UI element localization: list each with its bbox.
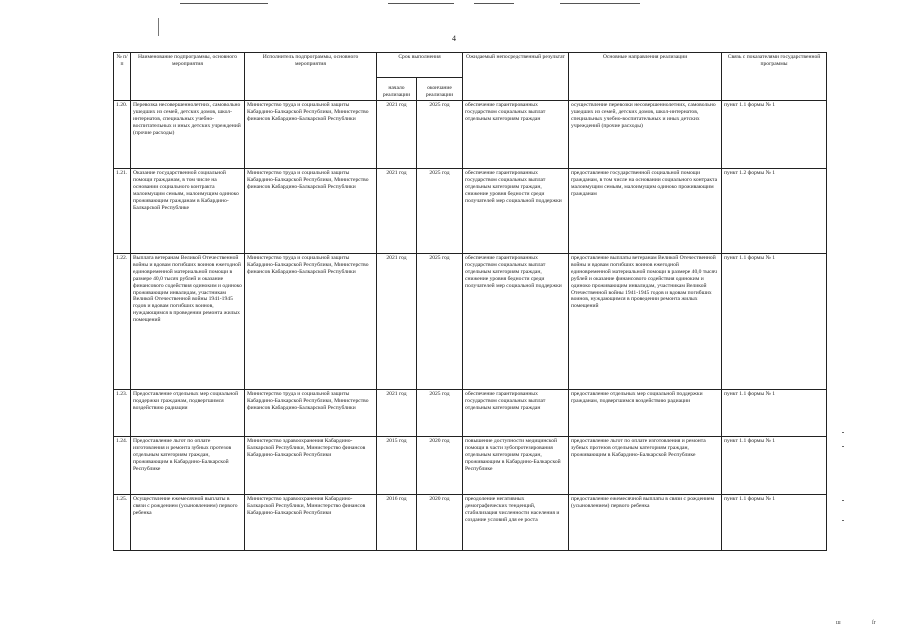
row-result: обеспечение гарантированных государством социальных выплат отдельным категориям граждан, снижение уровня бедности среди получателей мер социальной поддержки bbox=[463, 254, 569, 390]
row-num: 1.25. bbox=[114, 495, 131, 551]
row-start: 2015 год bbox=[377, 437, 417, 495]
row-executor: Министерство труда и социальной защиты Кабардино-Балкарской Республики, Министерство финансов Кабардино-Балкарской Республики bbox=[245, 101, 377, 169]
row-result: обеспечение гарантированных государством социальных выплат отдельным категориям граждан bbox=[463, 390, 569, 437]
row-end: 2020 год bbox=[417, 495, 463, 551]
row-directions: предоставление льгот по оплате изготовления и ремонта зубных протезов отдельным категориям граждан, проживающим в Кабардино-Балкарской Республике bbox=[569, 437, 722, 495]
row-directions: предоставление государственной социальной помощи гражданам, в том числе на основании социального контракта малоимущим семьям, малоимущим одиноко проживающим гражданам bbox=[569, 169, 722, 254]
row-link: пункт 1.1 формы № 1 bbox=[722, 437, 827, 495]
row-name: Предоставление льгот по оплате изготовления и ремонта зубных протезов отдельным категориям граждан, проживающим в Кабардино-Балкарской Республике bbox=[131, 437, 245, 495]
scan-artifact-line bbox=[474, 3, 514, 4]
row-start: 2016 год bbox=[377, 495, 417, 551]
scan-artifact-dot bbox=[842, 446, 844, 447]
scan-artifact-dot bbox=[842, 520, 844, 521]
row-executor: Министерство здравоохранения Кабардино-Балкарской Республики, Министерство финансов Кабардино-Балкарской Республики bbox=[245, 437, 377, 495]
footer-mark-right: ſr bbox=[872, 620, 876, 626]
scan-artifact-line bbox=[560, 3, 640, 4]
table-row bbox=[114, 495, 827, 551]
row-result: обеспечение гарантированных государством социальных выплат отдельным категориям граждан, снижение уровня бедности среди получателей мер социальной поддержки bbox=[463, 169, 569, 254]
row-directions: предоставление ежемесячной выплаты в связи с рождением (усыновлением) первого ребенка bbox=[569, 495, 722, 551]
row-end: 2025 год bbox=[417, 101, 463, 169]
header-directions: Основные направления реализации bbox=[569, 53, 722, 101]
header-num: № п/п bbox=[114, 53, 131, 101]
header-row bbox=[114, 53, 827, 78]
row-link: пункт 1.1 формы № 1 bbox=[722, 495, 827, 551]
footer-mark-left: ш bbox=[836, 620, 841, 626]
row-link: пункт 1.2 формы № 1 bbox=[722, 169, 827, 254]
row-name: Предоставление отдельных мер социальной поддержки гражданам, подвергшимся воздействию радиации bbox=[131, 390, 245, 437]
page-number: 4 bbox=[452, 34, 456, 43]
row-start: 2021 год bbox=[377, 169, 417, 254]
row-executor: Министерство труда и социальной защиты Кабардино-Балкарской Республики, Министерство финансов Кабардино-Балкарской Республики bbox=[245, 254, 377, 390]
row-result: повышение доступности медицинской помощи в части зубопротезирования отдельным категориям граждан, проживающим в Кабардино-Балкарской Республике bbox=[463, 437, 569, 495]
row-start: 2021 год bbox=[377, 101, 417, 169]
row-name: Перевозка несовершеннолетних, самовольно ушедших из семей, детских домов, школ-интернатов, специальных учебно-воспитательных и иных детских учреждений (прочие расходы) bbox=[131, 101, 245, 169]
row-name: Выплата ветеранам Великой Отечественной войны и вдовам погибших воинов ежегодной единовременной материальной помощи в размере 40,0 тысяч рублей и оказание финансового содействия одиноким и одиноко проживающим инвалидам, участникам Великой Отечественной войны 1941-1945 годов и вдовам погибших воинов, нуждающимся в проведении ремонта жилых помещений bbox=[131, 254, 245, 390]
table-row bbox=[114, 437, 827, 495]
scan-artifact-dot bbox=[842, 432, 844, 433]
row-num: 1.21. bbox=[114, 169, 131, 254]
header-term: Срок выполнения bbox=[377, 53, 463, 78]
row-start: 2021 год bbox=[377, 390, 417, 437]
table-row bbox=[114, 101, 827, 169]
header-link: Связь с показателями государственной программы bbox=[722, 53, 827, 101]
row-executor: Министерство здравоохранения Кабардино-Балкарской Республики, Министерство финансов Кабардино-Балкарской Республики bbox=[245, 495, 377, 551]
row-end: 2025 год bbox=[417, 390, 463, 437]
row-num: 1.20. bbox=[114, 101, 131, 169]
row-executor: Министерство труда и социальной защиты Кабардино-Балкарской Республики, Министерство финансов Кабардино-Балкарской Республики bbox=[245, 169, 377, 254]
row-link: пункт 1.1 формы № 1 bbox=[722, 254, 827, 390]
row-name: Оказание государственной социальной помощи гражданам, в том числе на основании социального контракта малоимущим семьям, малоимущим одиноко проживающим гражданам в Кабардино-Балкарской Республике bbox=[131, 169, 245, 254]
scan-artifact-dot bbox=[842, 500, 844, 501]
row-start: 2021 год bbox=[377, 254, 417, 390]
row-num: 1.22. bbox=[114, 254, 131, 390]
row-directions: осуществление перевозки несовершеннолетних, самовольно ушедших из семей, детских домов, школ-интернатов, специальных учебно-воспитательных и иных детских учреждений (прочие расходы) bbox=[569, 101, 722, 169]
row-directions: предоставление выплаты ветеранам Великой Отечественной войны и вдовам погибших воинов ежегодной единовременной материальной помощи в размере 40,0 тысяч рублей и оказание финансового содействия одиноким и одиноко проживающим инвалидам, участникам Великой Отечественной войны 1941-1945 годов и вдовам погибших воинов, нуждающимся в проведении ремонта жилых помещений bbox=[569, 254, 722, 390]
row-end: 2025 год bbox=[417, 254, 463, 390]
row-executor: Министерство труда и социальной защиты Кабардино-Балкарской Республики, Министерство финансов Кабардино-Балкарской Республики bbox=[245, 390, 377, 437]
row-num: 1.24. bbox=[114, 437, 131, 495]
header-name: Наименование подпрограммы, основного мероприятия bbox=[131, 53, 245, 101]
scan-artifact-line bbox=[180, 3, 268, 4]
table-row bbox=[114, 390, 827, 437]
header-start: начало реализации bbox=[377, 78, 417, 101]
program-activities-table bbox=[113, 52, 827, 551]
table-row bbox=[114, 254, 827, 390]
scan-artifact-line bbox=[158, 18, 159, 36]
header-executor: Исполнитель подпрограммы, основного мероприятия bbox=[245, 53, 377, 101]
row-end: 2020 год bbox=[417, 437, 463, 495]
header-end: окончание реализации bbox=[417, 78, 463, 101]
scan-artifact-line bbox=[388, 3, 454, 4]
header-result: Ожидаемый непосредственный результат bbox=[463, 53, 569, 101]
table-row bbox=[114, 169, 827, 254]
row-result: обеспечение гарантированных государством социальных выплат отдельным категориям граждан bbox=[463, 101, 569, 169]
row-link: пункт 1.1 формы № 1 bbox=[722, 101, 827, 169]
row-directions: предоставление отдельных мер социальной поддержки гражданам, подвергшимся воздействию радиации bbox=[569, 390, 722, 437]
row-end: 2025 год bbox=[417, 169, 463, 254]
row-num: 1.23. bbox=[114, 390, 131, 437]
row-name: Осуществление ежемесячной выплаты в связи с рождением (усыновлением) первого ребенка bbox=[131, 495, 245, 551]
row-link: пункт 1.1 формы № 1 bbox=[722, 390, 827, 437]
row-result: преодоление негативных демографических тенденций, стабилизация численности населения и создание условий для ее роста bbox=[463, 495, 569, 551]
